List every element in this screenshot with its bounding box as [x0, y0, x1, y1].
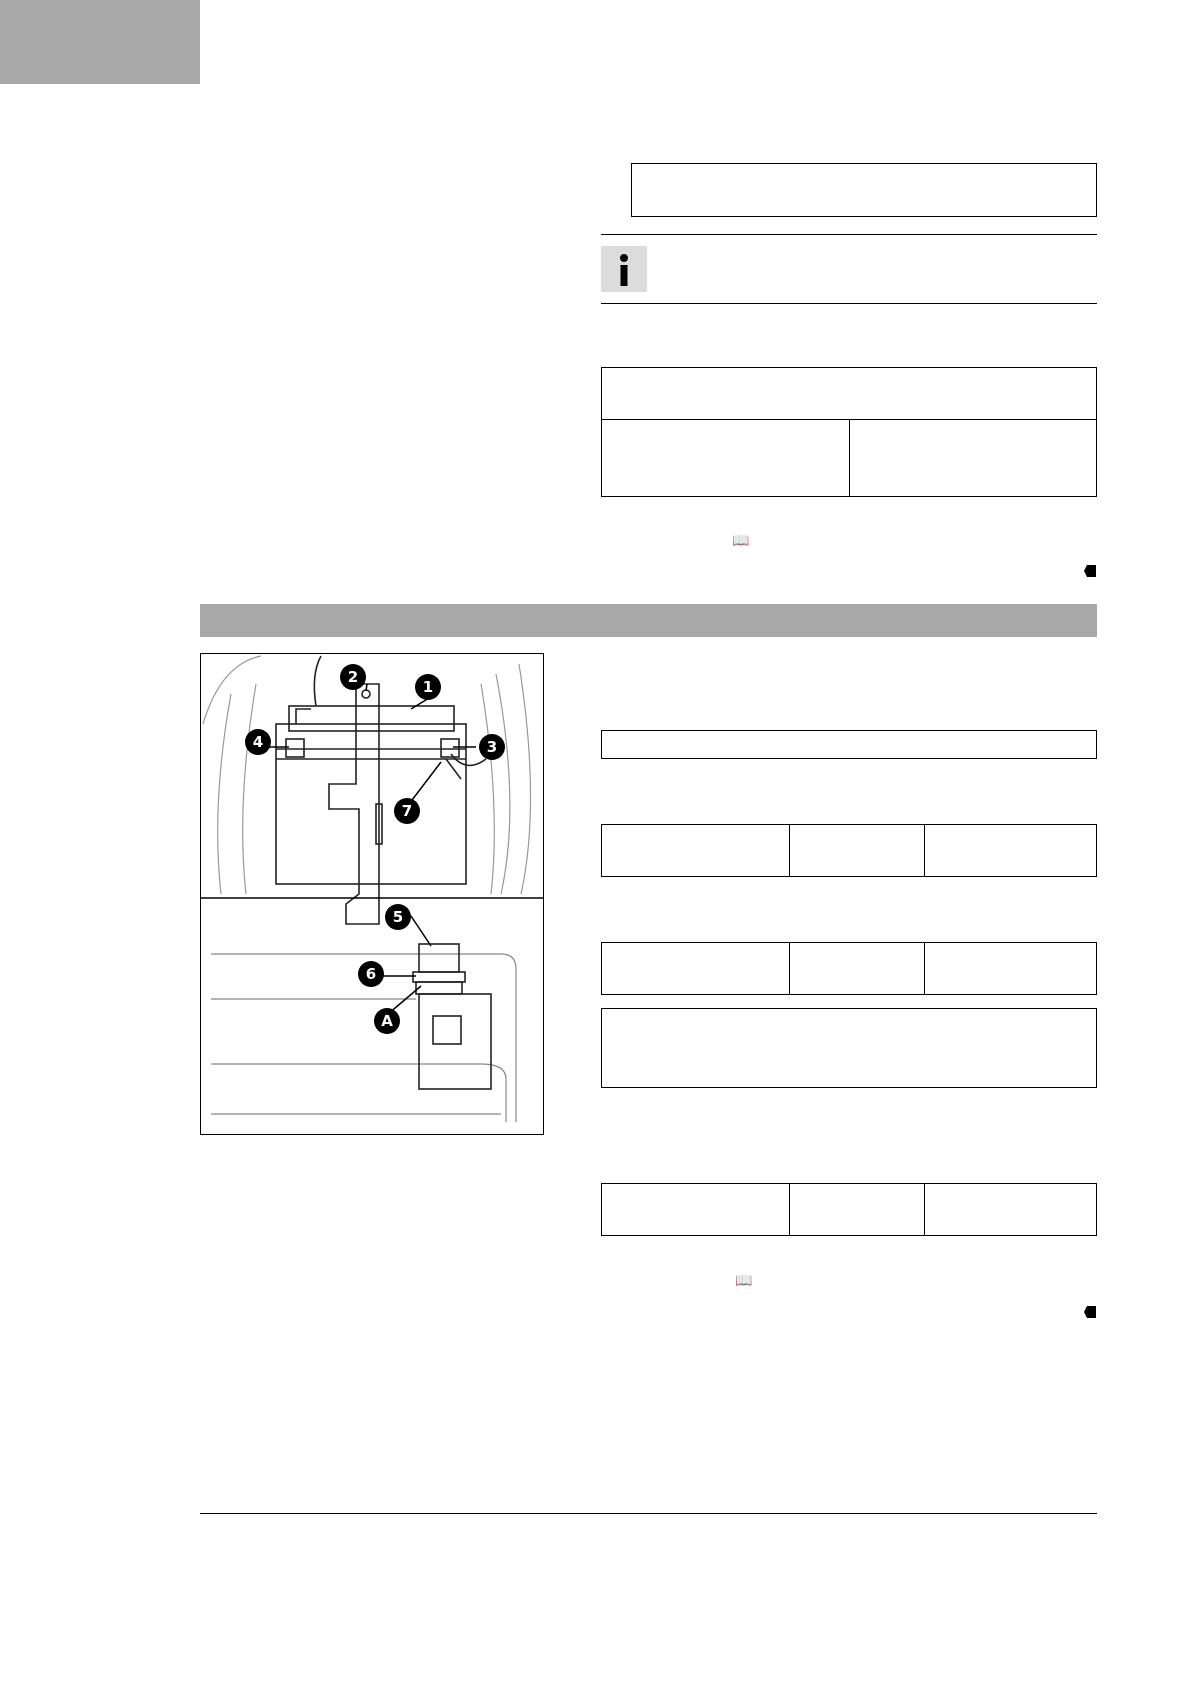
callout-label-6: 6 [365, 965, 377, 983]
callout-label-2: 2 [347, 668, 359, 686]
note-box-2 [601, 1008, 1097, 1088]
end-marker-icon [1084, 564, 1096, 582]
table-col-divider [789, 1184, 790, 1235]
info-bottom-rule [601, 303, 1097, 304]
figure-callout-a [374, 1008, 400, 1034]
book-reference-icon[interactable]: 📖 [735, 1273, 753, 1289]
figure-callout-5 [385, 904, 411, 930]
torque-table-3 [601, 1183, 1097, 1236]
callout-label-5: 5 [392, 908, 404, 926]
spec-table [601, 367, 1097, 497]
callout-label-7: 7 [401, 802, 413, 820]
info-icon [601, 246, 647, 292]
table-col-divider [924, 943, 925, 994]
battery-illustration [201, 654, 544, 1135]
callout-label-a: A [381, 1012, 393, 1030]
figure-callout-3 [479, 734, 505, 760]
table-col-divider [789, 943, 790, 994]
figure-callout-4 [245, 729, 271, 755]
callout-label-1: 1 [422, 678, 434, 696]
figure-callout-6 [358, 961, 384, 987]
table-col-divider [849, 419, 850, 496]
figure-callout-1 [415, 674, 441, 700]
battery-figure [200, 653, 544, 1135]
callout-label-3: 3 [486, 738, 498, 756]
footer-rule [200, 1513, 1097, 1514]
section-heading-bar [200, 604, 1097, 637]
figure-callout-7 [394, 798, 420, 824]
table-col-divider [924, 1184, 925, 1235]
book-reference-icon[interactable]: 📖 [732, 533, 750, 549]
figure-callout-2 [340, 664, 366, 690]
callout-label-4: 4 [252, 733, 264, 751]
info-top-rule [601, 234, 1097, 235]
table-col-divider [924, 825, 925, 876]
end-marker-icon [1084, 1305, 1096, 1323]
table-col-divider [789, 825, 790, 876]
warning-line-box [601, 730, 1097, 759]
chapter-tab [0, 0, 200, 84]
note-box [631, 163, 1097, 217]
torque-table-1 [601, 824, 1097, 877]
torque-table-2 [601, 942, 1097, 995]
